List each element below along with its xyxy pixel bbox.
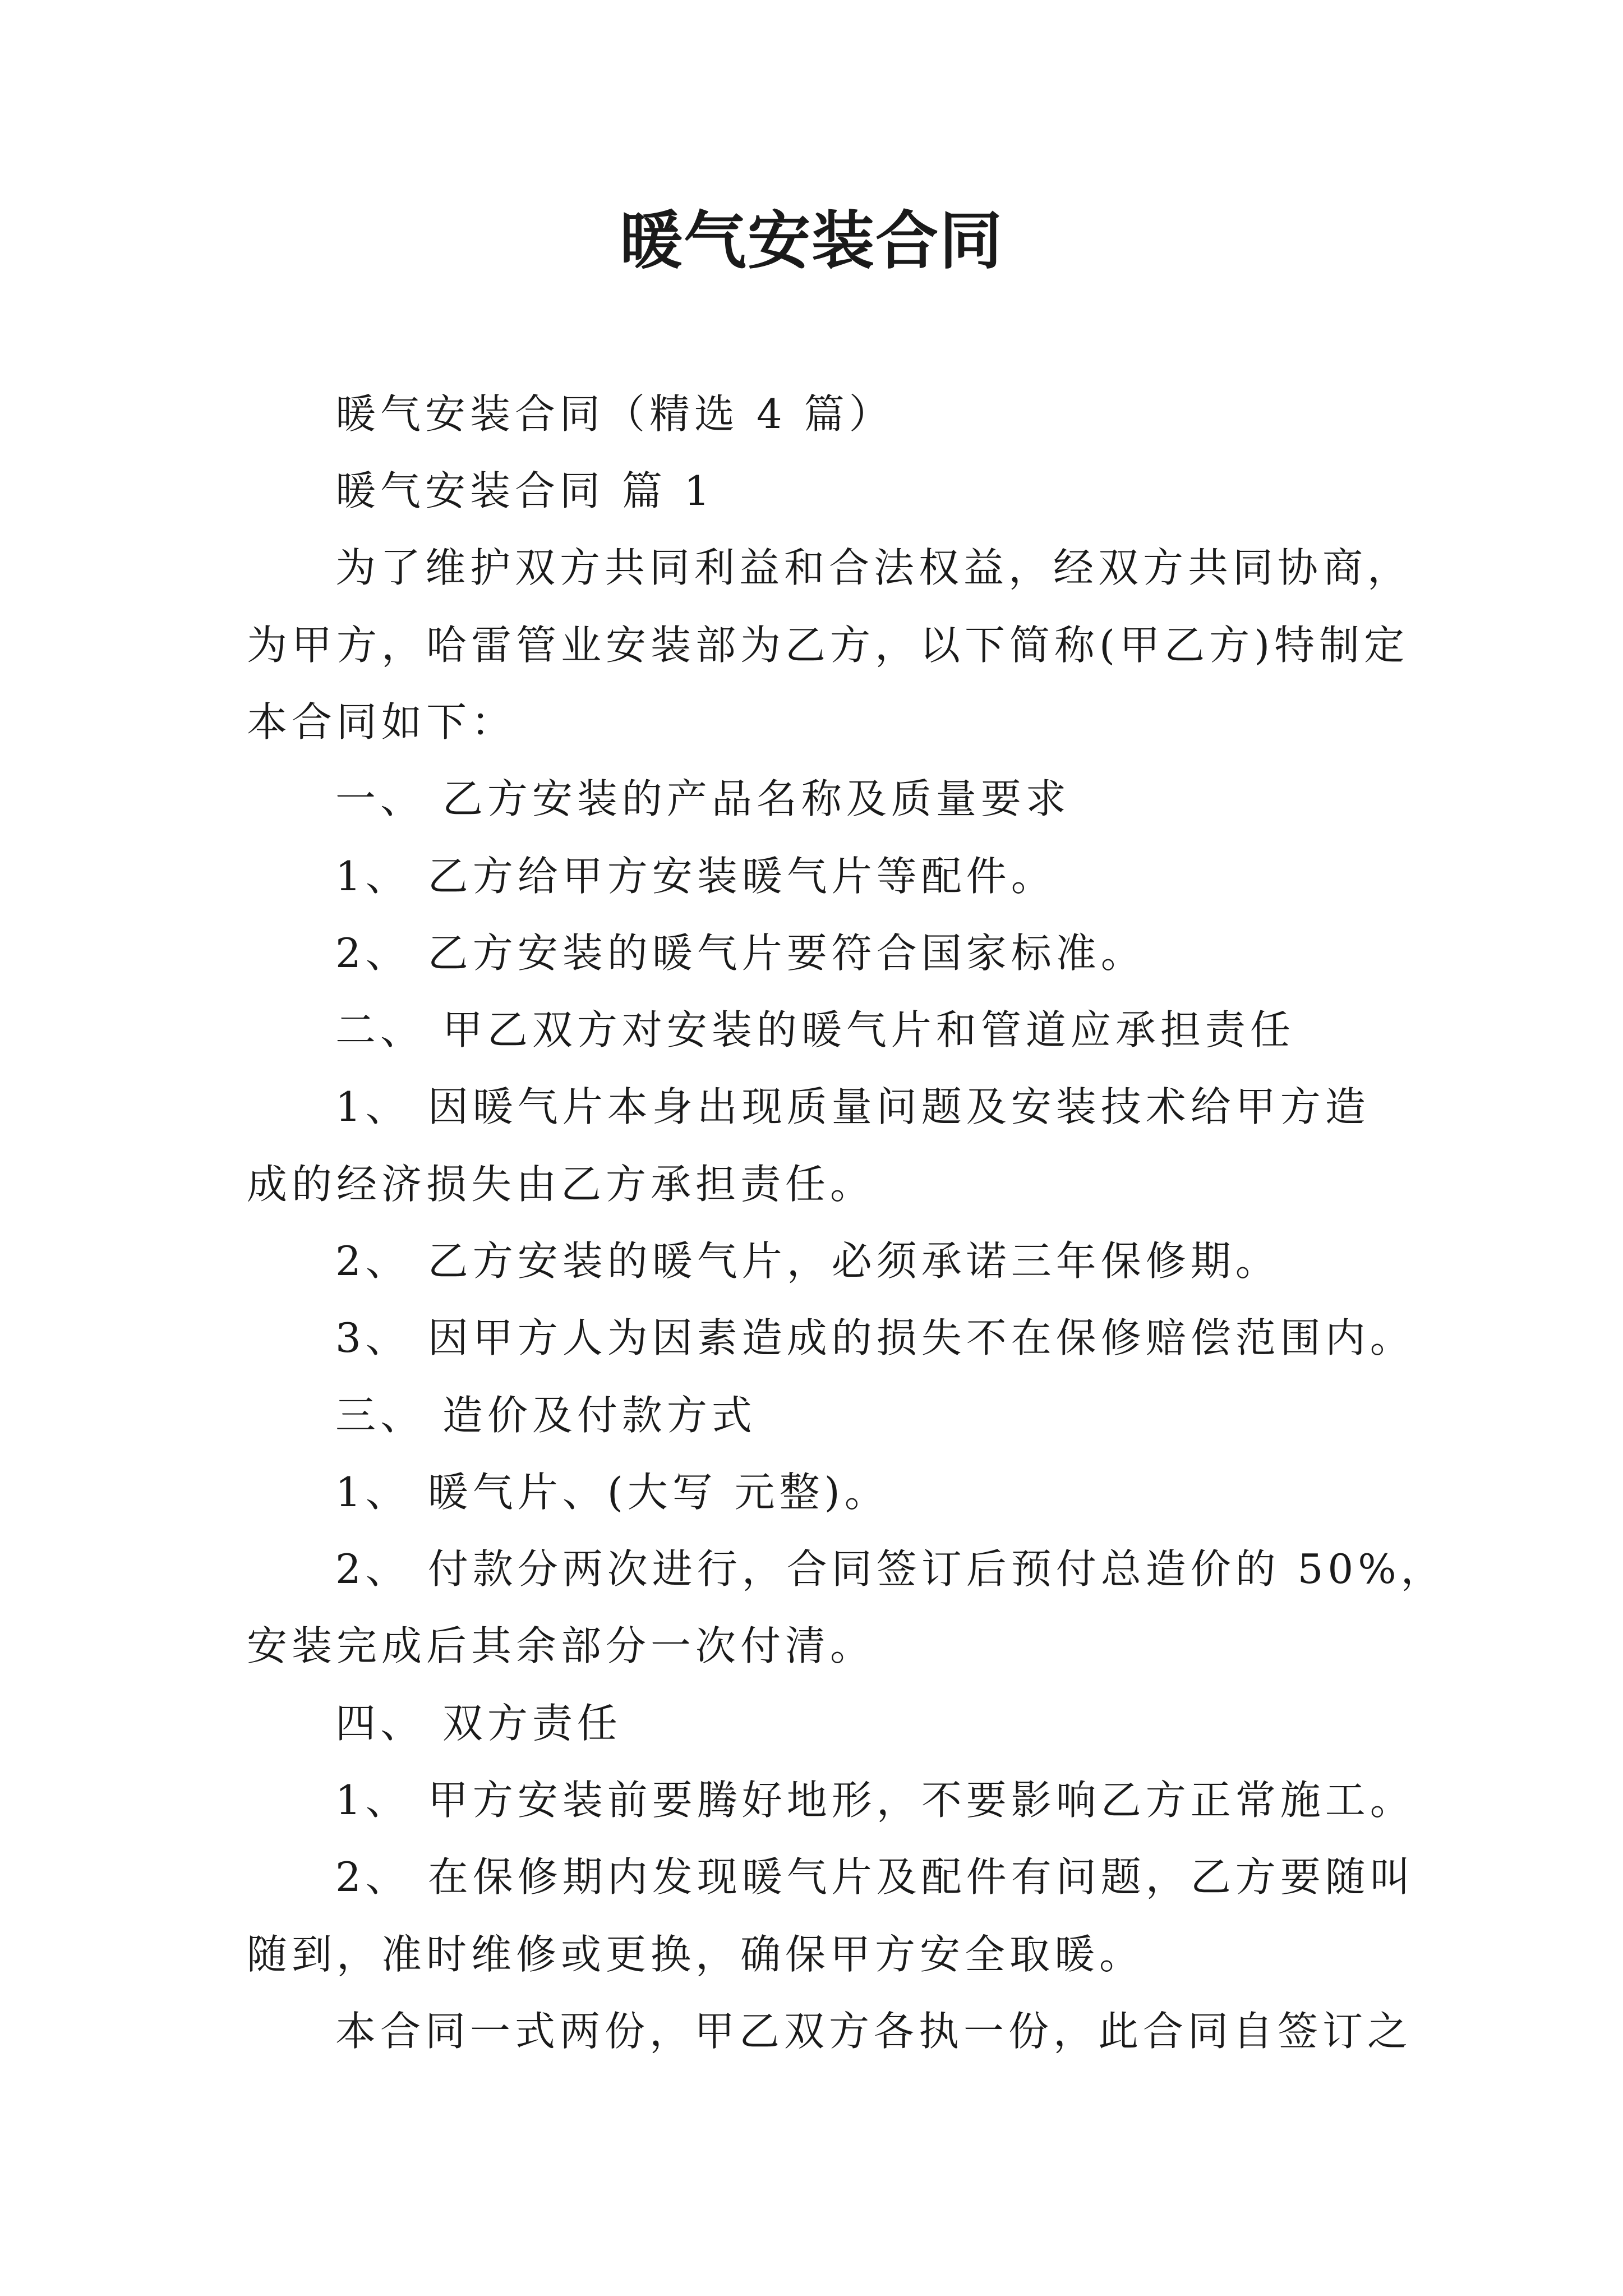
paragraph-line: 本合同如下： [247,698,517,746]
document-title: 暖气安装合同 [620,204,1003,278]
clause-heading-line: 三、 造价及付款方式 [335,1392,757,1439]
clause-item-line: 2、 付款分两次进行，合同签订后预付总造价的 50%， [335,1545,1446,1593]
paragraph-line: 为了维护双方共同利益和合法权益，经双方共同协商， [335,544,1413,591]
clause-item-line: 3、 因甲方人为因素造成的损失不在保修赔偿范围内。 [335,1314,1415,1361]
closing-paragraph-line: 本合同一式两份，甲乙双方各执一份，此合同自签订之 [335,2008,1413,2055]
clause-heading-line: 一、 乙方安装的产品名称及质量要求 [335,775,1071,822]
clause-item-line: 安装完成后其余部分一次付清。 [247,1622,875,1669]
subtitle-line: 暖气安装合同（精选 4 篇） [335,390,894,438]
paragraph-line: 为甲方，哈雷管业安装部为乙方，以下简称(甲乙方)特制定 [247,622,1409,669]
clause-heading-line: 二、 甲乙双方对安装的暖气片和管道应承担责任 [335,1006,1295,1053]
clause-item-line: 2、 乙方安装的暖气片要符合国家标准。 [335,930,1146,977]
section-heading-line: 暖气安装合同 篇 1 [335,467,714,514]
clause-item-line: 1、 因暖气片本身出现质量问题及安装技术给甲方造 [335,1083,1370,1130]
clause-item-line: 1、 甲方安装前要腾好地形，不要影响乙方正常施工。 [335,1777,1415,1824]
clause-item-line: 2、 在保修期内发现暖气片及配件有问题，乙方要随叫 [335,1853,1415,1901]
clause-heading-line: 四、 双方责任 [335,1700,622,1747]
clause-item-line: 成的经济损失由乙方承担责任。 [247,1161,875,1208]
clause-item-line: 随到，准时维修或更换，确保甲方安全取暖。 [247,1931,1145,1978]
clause-item-line: 1、 暖气片、(大写 元整)。 [335,1469,889,1516]
clause-item-line: 1、 乙方给甲方安装暖气片等配件。 [335,853,1056,900]
clause-item-line: 2、 乙方安装的暖气片，必须承诺三年保修期。 [335,1237,1280,1285]
